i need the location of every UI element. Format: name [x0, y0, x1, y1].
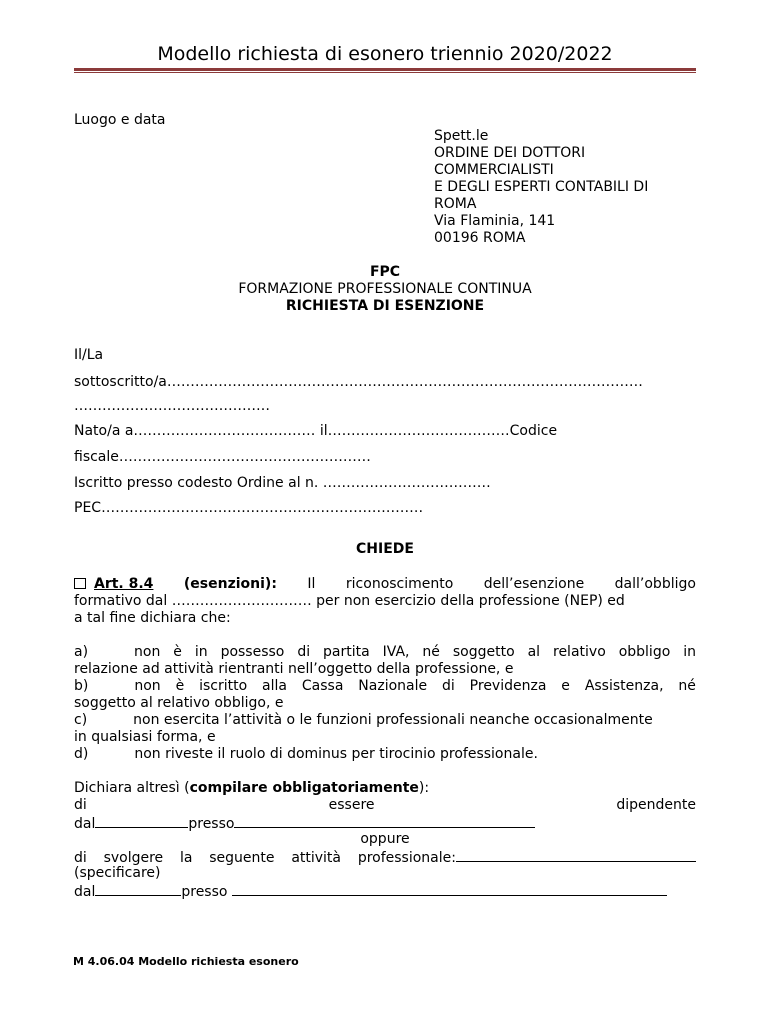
item-a-line-2: relazione ad attività rientranti nell’oggetto della professione, e — [74, 661, 514, 677]
recipient-line: ROMA — [434, 196, 477, 212]
iscritto-field[interactable]: Iscritto presso codesto Ordine al n. ……………………………… — [74, 475, 491, 491]
document-header-title: Modello richiesta di esonero triennio 2020/2022 — [157, 43, 613, 65]
item-word: obbligo — [618, 644, 671, 660]
recipient-line: 00196 ROMA — [434, 230, 526, 246]
item-word: di — [442, 678, 455, 694]
recipient-line: E DEGLI ESPERTI CONTABILI DI — [434, 179, 649, 195]
item-c-line-2: in qualsiasi forma, e — [74, 729, 216, 745]
item-word: e — [561, 678, 570, 694]
item-word: iscritto — [199, 678, 248, 694]
item-word: di — [297, 644, 311, 660]
recipient-line: Spett.le — [434, 128, 489, 144]
declares-label: Dichiara altresì (compilare obbligatoriamente): — [74, 780, 430, 796]
header-rule-thin — [74, 72, 696, 73]
art-line-3: a tal fine dichiara che: — [74, 610, 231, 626]
recipient-line: COMMERCIALISTI — [434, 162, 554, 178]
art-word: Il — [307, 576, 316, 592]
item-b-line-2: soggetto al relativo obbligo, e — [74, 695, 284, 711]
activity-location-field[interactable] — [232, 882, 667, 896]
recipient-address — [434, 128, 648, 247]
item-c-line: c) non esercita l’attività o le funzioni professionali neanche occasionalmente — [74, 712, 653, 728]
item-word: in — [194, 644, 208, 660]
item-d-line: d) non riveste il ruolo di dominus per tirocinio professionale. — [74, 746, 538, 762]
heading-fpc: FPC — [369, 264, 401, 280]
item-word: al — [527, 644, 541, 660]
employee-word: di — [74, 797, 87, 813]
header-rule — [74, 68, 696, 71]
item-word: è — [175, 678, 185, 694]
item-word: in — [683, 644, 696, 660]
sottoscritto-field-cont[interactable]: …………………………………… — [74, 398, 270, 414]
nato-field[interactable]: Nato/a a………………………………… il…………………………………Codice — [74, 423, 558, 439]
recipient-line: Via Flaminia, 141 — [434, 213, 556, 229]
art-line-2: formativo dal ………………………… per non esercizio della professione (NEP) ed — [74, 593, 625, 609]
item-word: Previdenza — [469, 678, 547, 694]
il-la-label: Il/La — [74, 347, 104, 363]
activity-dal-presso-line — [74, 882, 667, 901]
art-word: riconoscimento — [345, 576, 454, 592]
item-word: partita — [323, 644, 370, 660]
art-8-4-checkbox[interactable] — [74, 578, 86, 589]
activity-words: di svolgere la seguente attività professionale: — [74, 850, 456, 866]
employee-word: essere — [328, 797, 375, 813]
heading-request: RICHIESTA DI ESENZIONE — [285, 298, 485, 314]
item-word: è — [173, 644, 182, 660]
activity-line — [74, 848, 696, 867]
item-word: né — [678, 678, 696, 694]
activity-from-date-field[interactable] — [95, 882, 181, 896]
heading-subtitle: FORMAZIONE PROFESSIONALE CONTINUA — [238, 281, 532, 297]
employee-line — [74, 797, 696, 814]
pec-field[interactable]: PEC…………………………………………………………… — [74, 500, 424, 516]
item-word: IVA, — [382, 644, 410, 660]
chiede-heading: CHIEDE — [356, 541, 414, 557]
item-word: né — [422, 644, 440, 660]
item-word: alla — [262, 678, 287, 694]
item-word: Cassa — [301, 678, 344, 694]
item-letter: a) non — [74, 644, 161, 660]
art-8-4-line — [74, 576, 696, 593]
art-8-4-head — [74, 576, 153, 593]
codice-fiscale-field[interactable]: fiscale……………………………………………… — [74, 449, 371, 465]
sottoscritto-field[interactable]: sottoscritto/a………………………………………………………………………………………… — [74, 374, 643, 390]
employee-word: dipendente — [616, 797, 696, 813]
item-word: relativo — [553, 644, 606, 660]
item-word: Assistenza, — [584, 678, 664, 694]
item-b-line — [74, 678, 696, 695]
item-word: soggetto — [452, 644, 515, 660]
activity-field[interactable] — [456, 848, 696, 862]
dal-label: dal — [74, 816, 96, 832]
oppure-label: oppure — [360, 831, 410, 847]
art-label: Art. 8.4 — [94, 576, 154, 592]
art-word: dall’obbligo — [614, 576, 696, 592]
footer-code: M 4.06.04 Modello richiesta esonero — [73, 955, 299, 968]
art-paren: (esenzioni): — [183, 576, 277, 592]
employee-employer-field[interactable] — [234, 814, 535, 828]
presso-label: presso — [188, 816, 235, 832]
item-word: Nazionale — [358, 678, 428, 694]
dal-label: dal — [74, 884, 96, 900]
place-date-label: Luogo e data — [74, 112, 166, 128]
employee-from-date-field[interactable] — [95, 814, 188, 828]
art-word: dell’esenzione — [483, 576, 585, 592]
recipient-line: ORDINE DEI DOTTORI — [434, 145, 586, 161]
item-word: possesso — [220, 644, 285, 660]
presso-label: presso — [181, 884, 228, 900]
specificare-label: (specificare) — [74, 865, 161, 881]
item-a-line — [74, 644, 696, 661]
item-letter: b) non — [74, 678, 161, 694]
